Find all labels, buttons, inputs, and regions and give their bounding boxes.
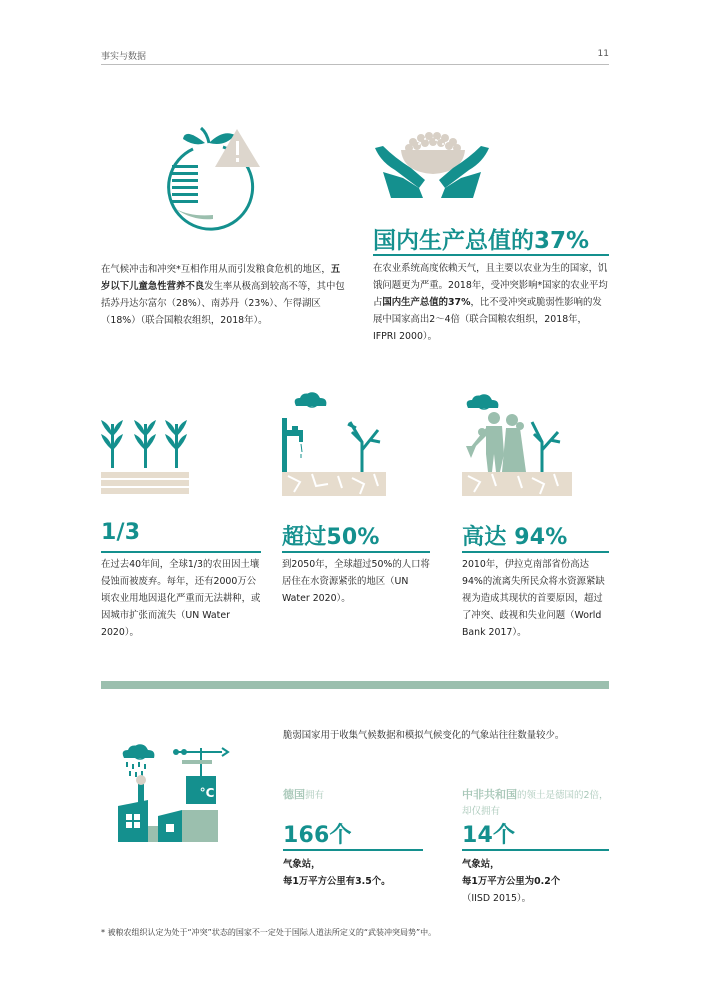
gdp-headline: 国内生产总值的37% bbox=[373, 228, 590, 254]
section-divider-bar bbox=[101, 681, 609, 689]
germany-detail-line2: 每1万平方公里有3.5个。 bbox=[283, 876, 391, 887]
stat-2-rule bbox=[282, 551, 430, 553]
malnutrition-paragraph bbox=[101, 261, 345, 329]
car-subhead bbox=[462, 787, 609, 819]
stat-1-rule bbox=[101, 551, 261, 553]
footnote: * 被粮农组织认定为处于“冲突”状态的国家不一定处于国际人道法所定义的“武装冲突局势”中。 bbox=[101, 928, 437, 937]
gdp-text-bold: 国内生产总值的37% bbox=[382, 297, 471, 308]
gdp-text-pre: 在农业系统高度依赖天气，且主要以农业为生的国家，饥饿问题更为严重。2018年，受冲突影响*国家的农业平均占 bbox=[373, 263, 608, 308]
weather-station-intro: 脆弱国家用于收集气候数据和模拟气候变化的气象站往往数量较少。 bbox=[283, 730, 565, 741]
hands-rice-bowl-icon bbox=[373, 128, 491, 198]
germany-subhead-bold: 德国 bbox=[283, 788, 305, 801]
crops-soil-icon bbox=[101, 416, 191, 496]
malnutrition-text-post: 发生率从极高到较高不等，其中包括苏丹达尔富尔（28%）、南苏丹（23%）、乍得湖区（18%）（联合国粮农组织，2018年）。 bbox=[101, 281, 345, 326]
germany-subhead bbox=[283, 787, 423, 803]
gdp-text-post: ，比不受冲突或脆弱性影响的发展中国家高出2～4倍（联合国粮农组织，2018年，IFPRI 2000）。 bbox=[373, 297, 602, 342]
header-divider bbox=[101, 64, 609, 65]
displaced-family-icon bbox=[462, 392, 572, 496]
car-number: 14个 bbox=[462, 823, 516, 848]
stat-3-headline: 高达 94% bbox=[462, 525, 568, 550]
stat-3-text: 2010年，伊拉克南部省份高达94%的流离失所民众将水资源紧缺视为造成其现状的首要原因，超过了冲突、歧视和失业问题（World Bank 2017）。 bbox=[462, 559, 605, 638]
section-title: 事实与数据 bbox=[101, 52, 147, 62]
car-rule bbox=[462, 849, 609, 851]
car-detail-line2: 每1万平方公里为0.2个 bbox=[462, 876, 561, 887]
stat-1-headline: 1/3 bbox=[101, 520, 141, 545]
germany-number: 166个 bbox=[283, 823, 352, 848]
page-number: 11 bbox=[597, 49, 609, 59]
malnutrition-text-pre: 在气候冲击和冲突*互相作用从而引发粮食危机的地区， bbox=[101, 264, 331, 275]
stat-2-headline: 超过50% bbox=[282, 525, 380, 550]
thermometer-label: °C bbox=[199, 786, 215, 800]
malnutrition-text-bold: 五岁以下儿童急性营养不良 bbox=[101, 264, 341, 292]
stat-2-text: 到2050年，全球超过50%的人口将居住在水资源紧张的地区（UN Water 2020）。 bbox=[282, 559, 430, 604]
germany-detail bbox=[283, 856, 433, 890]
car-detail-line1: 气象站， bbox=[462, 859, 500, 870]
germany-rule bbox=[283, 849, 423, 851]
stat-1-text: 在过去40年间，全球1/3的农田因土壤侵蚀而被废弃。每年，还有2000万公顷农业用地因退化严重而无法耕种，或因城市扩张而流失（UN Water 2020）。 bbox=[101, 559, 261, 638]
car-subhead-bold: 中非共和国 bbox=[462, 788, 517, 801]
car-subhead-light: 的领土是德国的2倍，却仅拥有 bbox=[462, 790, 609, 817]
gdp-paragraph bbox=[373, 260, 609, 345]
car-detail bbox=[462, 856, 609, 907]
car-detail-line3: （IISD 2015）。 bbox=[462, 893, 531, 904]
germany-subhead-light: 拥有 bbox=[305, 790, 325, 801]
gdp-headline-rule bbox=[373, 254, 609, 256]
dry-tap-drought-icon bbox=[282, 392, 386, 496]
apple-warning-icon bbox=[165, 125, 275, 235]
germany-detail-line1: 气象站， bbox=[283, 859, 321, 870]
stat-3-rule bbox=[462, 551, 609, 553]
